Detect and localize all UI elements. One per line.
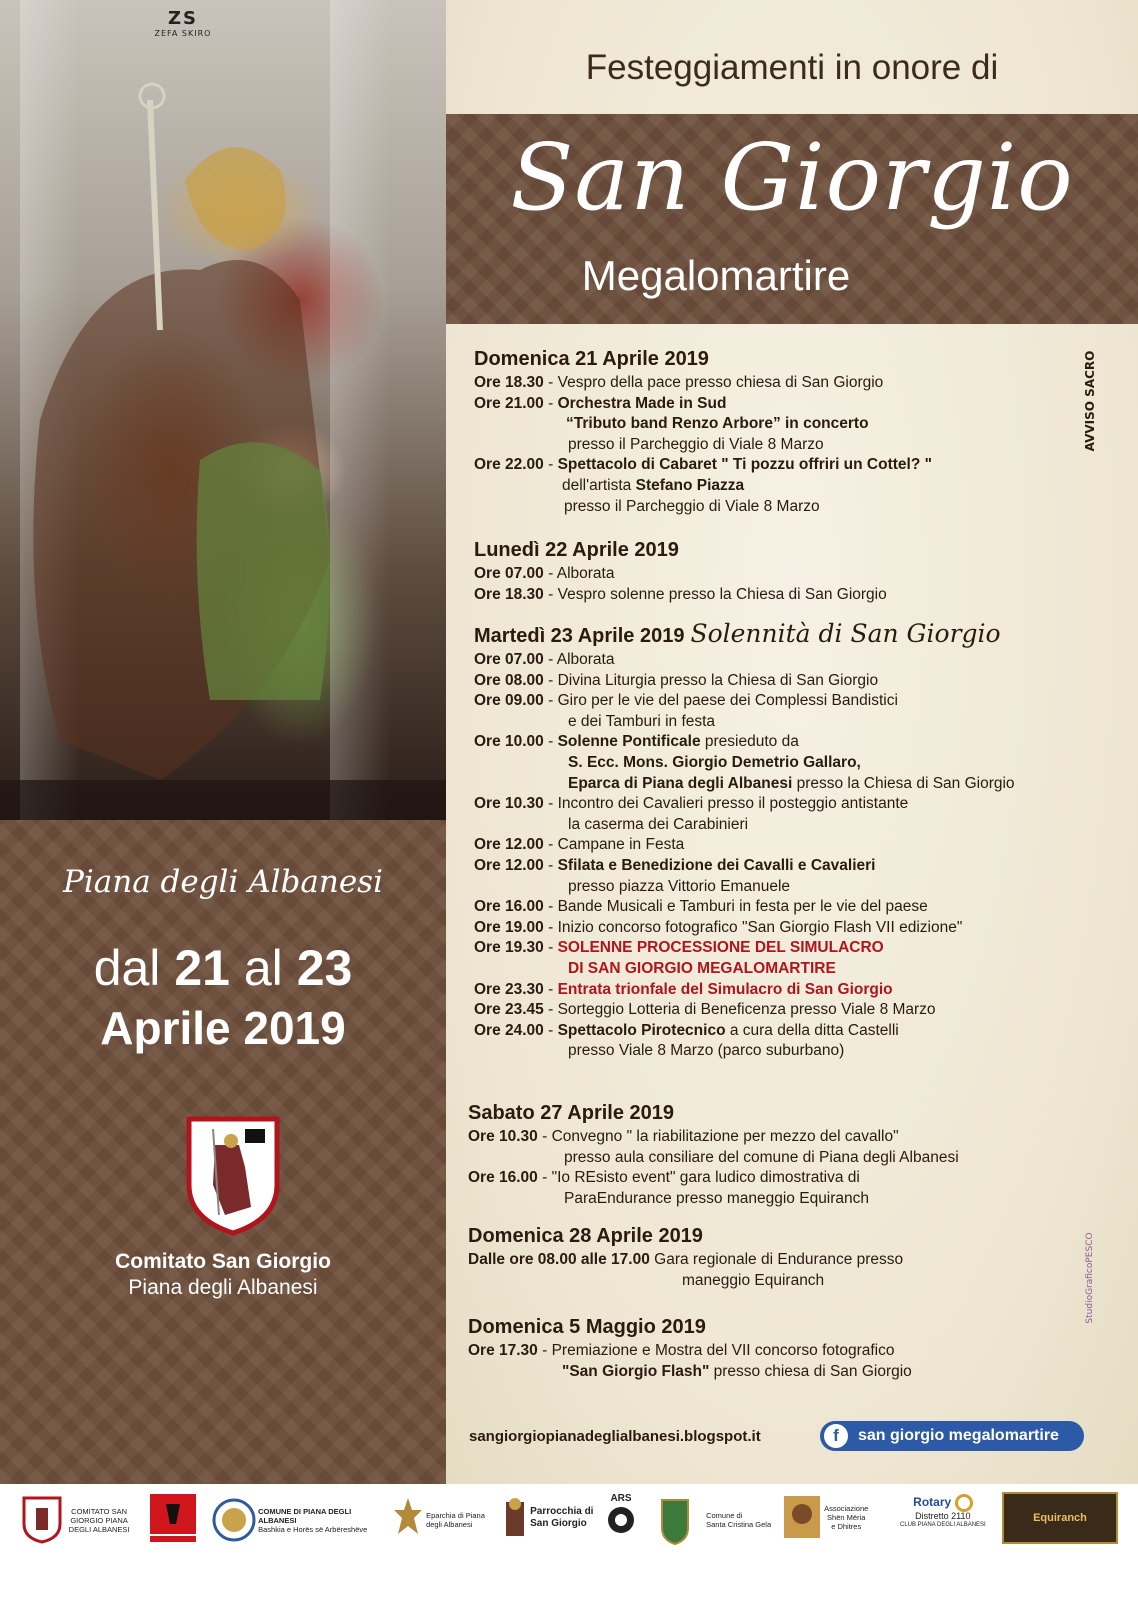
day-title: Martedì 23 Aprile 2019 Solennità di San Giorgio bbox=[474, 619, 1001, 648]
committee-crest-small-icon bbox=[22, 1496, 62, 1544]
sponsor-ars: ARS bbox=[606, 1494, 636, 1539]
program-day-1 bbox=[474, 345, 932, 517]
photographer-mark: ZS bbox=[167, 8, 198, 29]
event-row-cont: presso piazza Vittorio Emanuele bbox=[568, 877, 791, 895]
ars-logo-icon bbox=[606, 1503, 636, 1537]
event-row-cont: DI SAN GIORGIO MEGALOMARTIRE bbox=[568, 959, 836, 977]
sponsor-eparchia: Eparchia di Piana degli Albanesi bbox=[392, 1494, 488, 1546]
event-row: Ore 08.00 - Divina Liturgia presso la Chiesa di San Giorgio bbox=[474, 671, 879, 689]
associazione-icon bbox=[782, 1494, 822, 1540]
date-from-day: 21 bbox=[174, 940, 230, 996]
blog-link[interactable]: sangiorgiopianadeglialbanesi.blogspot.it bbox=[469, 1428, 761, 1445]
statue-illustration bbox=[0, 0, 446, 820]
day-title: Sabato 27 Aprile 2019 bbox=[468, 1102, 675, 1124]
saint-title: San Giorgio bbox=[510, 124, 1074, 231]
event-row-cont: e dei Tamburi in festa bbox=[568, 712, 716, 730]
sponsor-santa-cristina: Comune di Santa Cristina Gela bbox=[660, 1494, 771, 1546]
date-to-word: al bbox=[243, 940, 283, 996]
sponsor-committee: COMITATO SAN GIORGIO PIANA DEGLI ALBANESI bbox=[22, 1496, 134, 1544]
event-row: Ore 19.30 - SOLENNE PROCESSIONE DEL SIMULACRO bbox=[474, 939, 884, 957]
day-title: Domenica 28 Aprile 2019 bbox=[468, 1225, 703, 1247]
committee-name: Comitato San Giorgio bbox=[115, 1250, 331, 1273]
sponsor-equiranch: Equiranch bbox=[1002, 1492, 1118, 1544]
event-row: Ore 10.00 - Solenne Pontificale presieduto da bbox=[474, 733, 799, 751]
sponsor-associazione: Associazione Shën Mëria e Dhitres bbox=[782, 1494, 868, 1540]
santa-cristina-crest-icon bbox=[660, 1494, 690, 1546]
photographer-logo bbox=[148, 8, 218, 38]
event-row-cont: presso il Parcheggio di Viale 8 Marzo bbox=[564, 497, 820, 515]
event-row: Ore 18.30 - Vespro della pace presso chiesa di San Giorgio bbox=[474, 374, 884, 391]
event-row: Ore 23.30 - Entrata trionfale del Simulacro di San Giorgio bbox=[474, 980, 893, 998]
albanian-flag-icon bbox=[150, 1494, 196, 1546]
facebook-page-link[interactable] bbox=[820, 1421, 1084, 1451]
event-row-cont: ParaEndurance presso maneggio Equiranch bbox=[564, 1189, 870, 1207]
event-row-cont: dell'artista Stefano Piazza bbox=[562, 476, 745, 494]
facebook-label: san giorgio megalomartire bbox=[858, 1427, 1059, 1444]
statue-photo bbox=[0, 0, 446, 820]
sponsor-albania-flag bbox=[150, 1494, 196, 1548]
event-row-cont: presso il Parcheggio di Viale 8 Marzo bbox=[568, 435, 824, 453]
facebook-icon: f bbox=[824, 1424, 848, 1448]
event-row: Ore 22.00 - Spettacolo di Cabaret " Ti pozzu offriri un Cottel? " bbox=[474, 456, 932, 474]
day-title: Domenica 5 Maggio 2019 bbox=[468, 1316, 706, 1338]
parrocchia-icon bbox=[502, 1496, 528, 1540]
event-row-cont: maneggio Equiranch bbox=[682, 1271, 825, 1289]
rotary-wheel-icon bbox=[955, 1494, 973, 1512]
day-title: Domenica 21 Aprile 2019 bbox=[474, 348, 709, 370]
eparchia-crest-icon bbox=[392, 1494, 424, 1546]
date-from-word: dal bbox=[93, 940, 161, 996]
photographer-name: ZEFA SKIRO bbox=[154, 29, 212, 38]
event-row: Ore 10.30 - Convegno " la riabilitazione per mezzo del cavallo" bbox=[468, 1128, 899, 1145]
event-row-cont: la caserma dei Carabinieri bbox=[568, 815, 749, 833]
sponsor-comune-piana: COMUNE DI PIANA DEGLI ALBANESI Bashkia e Horës së Arbëreshëve bbox=[212, 1492, 376, 1548]
event-row: Ore 23.45 - Sorteggio Lotteria di Beneficenza presso Viale 8 Marzo bbox=[474, 1001, 936, 1019]
event-row: Ore 21.00 - Orchestra Made in Sud bbox=[474, 394, 727, 412]
date-to-day: 23 bbox=[296, 940, 353, 996]
program-day-5 bbox=[468, 1222, 903, 1291]
event-row-cont: S. Ecc. Mons. Giorgio Demetrio Gallaro, bbox=[568, 753, 861, 771]
sponsor-rotary: Rotary Distretto 2110 CLUB PIANA DEGLI ALBANESI bbox=[900, 1495, 986, 1528]
designer-credit: StudioGraficoPESCO bbox=[1085, 1232, 1095, 1324]
event-row-cont: presso Viale 8 Marzo (parco suburbano) bbox=[568, 1042, 845, 1060]
event-row-cont: “Tributo band Renzo Arbore” in concerto bbox=[566, 415, 869, 433]
committee-block bbox=[0, 1249, 446, 1301]
event-row: Ore 12.00 - Campane in Festa bbox=[474, 836, 685, 854]
event-row: Ore 10.30 - Incontro dei Cavalieri presso il posteggio antistante bbox=[474, 795, 909, 813]
event-row: Ore 09.00 - Giro per le vie del paese dei Complessi Bandistici bbox=[474, 692, 898, 710]
event-row: Ore 12.00 - Sfilata e Benedizione dei Cavalli e Cavalieri bbox=[474, 856, 876, 874]
program-day-2 bbox=[474, 536, 887, 605]
date-month-year: Aprile 2019 bbox=[100, 1002, 346, 1054]
event-row: Ore 16.00 - "Io REsisto event" gara ludico dimostrativa di bbox=[468, 1169, 860, 1187]
program-day-4 bbox=[468, 1099, 959, 1209]
event-dates bbox=[0, 938, 446, 1058]
event-row-cont: "San Giorgio Flash" presso chiesa di San Giorgio bbox=[562, 1362, 912, 1380]
sponsor-parrocchia: Parrocchia di San Giorgio bbox=[502, 1496, 593, 1540]
event-row: Ore 24.00 - Spettacolo Pirotecnico a cura della ditta Castelli bbox=[474, 1021, 899, 1039]
program-day-3 bbox=[474, 620, 1015, 1062]
event-row: Ore 07.00 - Alborata bbox=[474, 565, 615, 582]
event-row: Dalle ore 08.00 alle 17.00 Gara regionale di Endurance presso bbox=[468, 1251, 904, 1268]
committee-place: Piana degli Albanesi bbox=[128, 1276, 318, 1299]
day-title: Lunedì 22 Aprile 2019 bbox=[474, 539, 679, 561]
day-subtitle: Solennità di San Giorgio bbox=[690, 619, 1001, 648]
event-row-cont: presso aula consiliare del comune di Piana degli Albanesi bbox=[564, 1148, 959, 1166]
program-day-6 bbox=[468, 1313, 912, 1382]
sponsors-strip bbox=[0, 1484, 1138, 1600]
avviso-sacro-label: AVVISO SACRO bbox=[1083, 350, 1097, 452]
event-row: Ore 16.00 - Bande Musicali e Tamburi in festa per le vie del paese bbox=[474, 898, 928, 916]
comune-seal-icon bbox=[212, 1492, 256, 1548]
event-row-cont: Eparca di Piana degli Albanesi presso la Chiesa di San Giorgio bbox=[568, 774, 1015, 792]
saint-subtitle: Megalomartire bbox=[581, 252, 851, 299]
event-row: Ore 18.30 - Vespro solenne presso la Chiesa di San Giorgio bbox=[474, 585, 887, 603]
event-row: Ore 19.00 - Inizio concorso fotografico "San Giorgio Flash VII edizione" bbox=[474, 918, 963, 936]
title-band bbox=[446, 114, 1138, 324]
committee-crest-icon bbox=[185, 1115, 281, 1237]
location-title: Piana degli Albanesi bbox=[62, 864, 384, 900]
festivities-heading: Festeggiamenti in onore di bbox=[585, 48, 999, 87]
event-row: Ore 07.00 - Alborata bbox=[474, 651, 615, 668]
event-row: Ore 17.30 - Premiazione e Mostra del VII concorso fotografico bbox=[468, 1342, 895, 1359]
